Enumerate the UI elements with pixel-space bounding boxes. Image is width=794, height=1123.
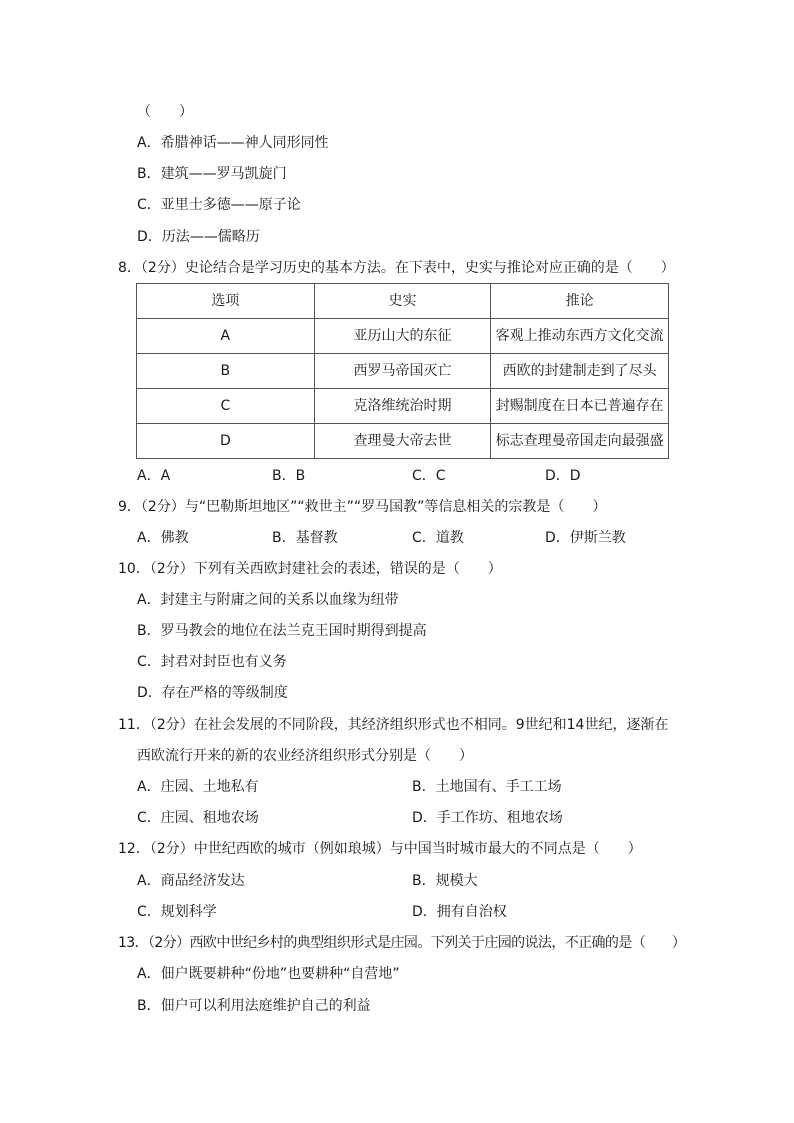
q10-option-c: C．封君对封臣也有义务 [137,654,287,670]
q11-option-d: D．手工作坊、租地农场 [412,810,563,826]
q13-stem: 13．（2分）西欧中世纪乡村的典型组织形式是庄园。下列关于庄园的说法，不正确的是（ ） [118,935,686,951]
q12-option-b: B．规模大 [412,873,478,889]
q12-option-a: A．商品经济发达 [137,873,245,889]
q11-options-row2 [0,808,794,828]
q10-option-a: A．封建主与附庸之间的关系以血缘为纽带 [137,592,399,608]
q12-options-row1 [0,871,794,891]
q8-option-c: C．C [412,468,446,484]
table-cell: 克洛维统治时期 [314,389,491,424]
table-row [137,354,669,389]
q12-option-d: D．拥有自治权 [412,904,507,920]
q11-stem-line1: 11．（2分）在社会发展的不同阶段，其经济组织形式也不相同。9世纪和14世纪，逐渐在 [118,717,669,733]
q11-option-b: B．土地国有、手工工场 [412,779,562,795]
q11-stem-line2: 西欧流行开来的新的农业经济组织形式分别是（ ） [137,748,473,764]
q10-option-d: D．存在严格的等级制度 [137,685,288,701]
q8-option-d: D．D [545,468,581,484]
q9-option-d: D．伊斯兰教 [545,530,626,546]
q8-stem: 8．（2分）史论结合是学习历史的基本方法。在下表中，史实与推论对应正确的是（ ） [118,260,675,276]
table-row [137,319,669,354]
q11-option-a: A．庄园、土地私有 [137,779,259,795]
table-cell: 亚历山大的东征 [314,319,491,354]
q9-stem: 9．（2分）与“巴勒斯坦地区”“救世主”“罗马国教”等信息相关的宗教是（ ） [118,499,607,515]
table-cell: B [137,354,315,389]
table-header-cell: 选项 [137,284,315,319]
q9-option-a: A．佛教 [137,530,189,546]
q12-option-c: C．规划科学 [137,904,217,920]
q12-stem: 12．（2分）中世纪西欧的城市（例如琅城）与中国当时城市最大的不同点是（ ） [118,841,642,857]
table-cell: 客观上推动东西方文化交流 [491,319,669,354]
table-cell: 西欧的封建制走到了尽头 [491,354,669,389]
q10-option-b: B．罗马教会的地位在法兰克王国时期得到提高 [137,623,427,639]
q12-options-row2 [0,902,794,922]
table-cell: 封赐制度在日本已普遍存在 [491,389,669,424]
table-cell: 查理曼大帝去世 [314,424,491,459]
q9-option-c: C．道教 [412,530,464,546]
q7-option-a: A．希腊神话——神人同形同性 [137,135,329,151]
q13-option-b: B．佃户可以利用法庭维护自己的利益 [137,998,371,1014]
q8-options [0,466,794,486]
q13-option-a: A．佃户既要耕种“份地”也要耕种“自营地” [137,966,400,982]
q7-answer-paren: （ ） [137,104,193,120]
q7-option-d: D．历法——儒略历 [137,229,260,245]
q8-history-table [136,283,669,459]
q9-options [0,528,794,548]
table-header-row [137,284,669,319]
table-cell: C [137,389,315,424]
table-cell: 西罗马帝国灭亡 [314,354,491,389]
table-row [137,424,669,459]
q8-option-b: B．B [272,468,306,484]
table-row [137,389,669,424]
table-header-cell: 推论 [491,284,669,319]
q7-option-b: B．建筑——罗马凯旋门 [137,166,287,182]
q10-stem: 10．（2分）下列有关西欧封建社会的表述，错误的是（ ） [118,561,502,577]
q7-option-c: C．亚里士多德——原子论 [137,197,301,213]
table-cell: D [137,424,315,459]
q11-options-row1 [0,777,794,797]
q8-option-a: A．A [137,468,171,484]
q9-option-b: B．基督教 [272,530,338,546]
table-header-cell: 史实 [314,284,491,319]
table-cell: A [137,319,315,354]
table-cell: 标志查理曼帝国走向最强盛 [491,424,669,459]
q11-option-c: C．庄园、租地农场 [137,810,259,826]
